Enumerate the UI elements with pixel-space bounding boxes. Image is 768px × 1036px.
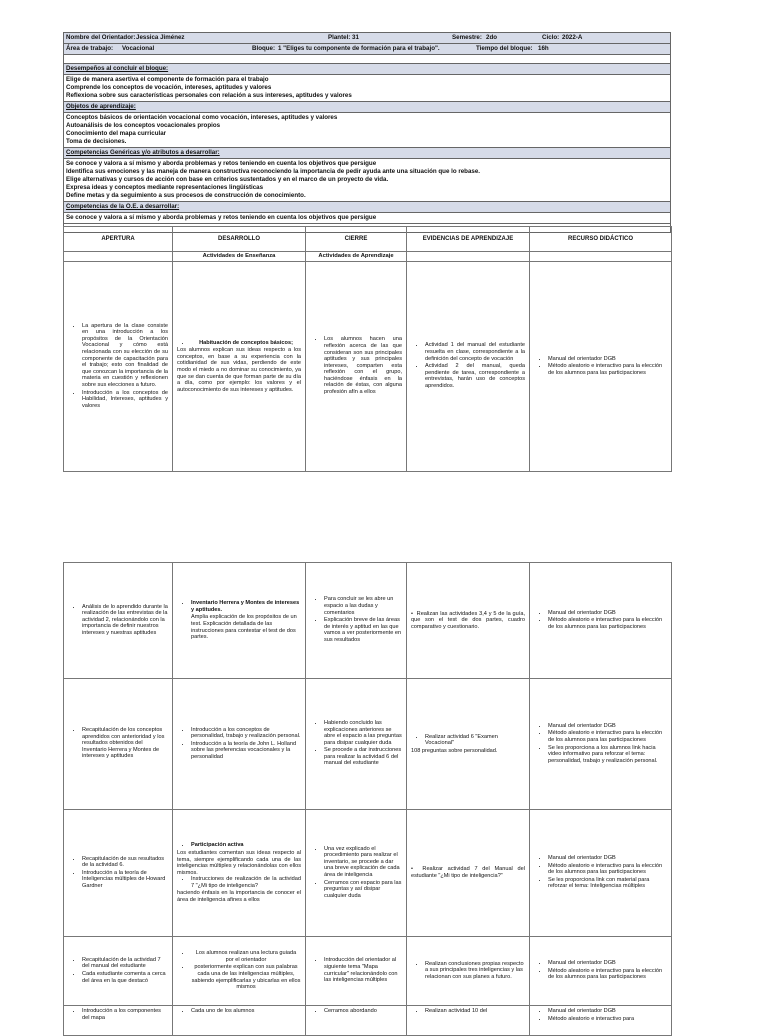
- row2-evidencias-text: Realizan las actividades 3,4 y 5 de la guía, que son el test de dos partes, cuadro comparativo y cuestionario.: [411, 610, 525, 630]
- list-item: • Recapitulación de la actividad 7 del manual del estudiante: [82, 957, 168, 970]
- row5-apertura: [64, 937, 173, 1006]
- row4-desarrollo-text: Los estudiantes comentan sus ideas respecto al tema, siempre ejemplificando cada una de las inteligencias múltiples y relacionándolas con ellos mismos.: [177, 849, 301, 876]
- list-item: • Participación activa: [191, 842, 301, 849]
- row3-evidencias: [407, 679, 530, 810]
- competencias-oe-title: Competencias de la O.E. a desarrollar:: [63, 202, 671, 213]
- list-item: • Actividad 2 del manual, queda pendiente de tarea, correspondiente a entrevistas, harán uso de conceptos aprendidos.: [425, 363, 525, 389]
- row3-desarrollo: [173, 679, 306, 810]
- orientador-value: Jessica Jiménez: [136, 34, 185, 41]
- desempeno-item: Comprende los conceptos de vocación, intereses, aptitudes y valores: [66, 84, 272, 91]
- objetos-title-text: Objetos de aprendizaje:: [66, 103, 136, 110]
- competencia-item: Se conoce y valora a sí mismo y aborda problemas y retos teniendo en cuenta los objetivos que persigue: [66, 160, 377, 167]
- desempenos-list: [63, 75, 671, 102]
- table-row: [64, 563, 672, 679]
- table-header-row: [64, 227, 672, 252]
- row4-desarrollo-after: haciendo énfasis en la importancia de conocer el área de inteligencia afines a ellos: [177, 890, 301, 904]
- list-item: • Cada estudiante comenta a cerca del área en la que destacó: [82, 971, 168, 984]
- competencia-item: Elige alternativas y cursos de acción con base en criterios sustentados y en el marco de un proyecto de vida.: [66, 176, 389, 183]
- list-item: • Habiendo concluido las explicaciones anteriores se abre el espacio a las preguntas para disipar cualquier duda: [324, 720, 402, 746]
- list-item: • Introducción a los conceptos de Habilidad, Intereses, aptitudes y valores: [82, 390, 168, 410]
- subheader-ensenanza: Actividades de Enseñanza: [173, 252, 306, 262]
- list-item: • Inventario Herrera y Montes de intereses y aptitudes.: [191, 600, 301, 613]
- row4-apertura: [64, 810, 173, 937]
- row6-apertura: [64, 1006, 173, 1036]
- header-evidencias: EVIDENCIAS DE APRENDIZAJE: [407, 227, 530, 252]
- list-item: • Método aleatorio e interactivo para la elección de los alumnos para las participaciones: [548, 863, 667, 876]
- row6-cierre: [306, 1006, 407, 1036]
- table-row: [64, 810, 672, 937]
- ciclo-label: Ciclo:: [542, 34, 560, 41]
- list-item: • Cerramos con espacio para las preguntas y así disipar cualquier duda: [324, 880, 402, 900]
- list-item: • Realizan actividad 10 del: [425, 1008, 525, 1015]
- list-item: • Realizan conclusiones propias respecto a sus principales tres inteligencias y las relacionan con sus planes a futuro.: [425, 961, 525, 981]
- bullet: •: [411, 610, 417, 617]
- competencias-list: [63, 159, 671, 202]
- row2-desarrollo-text: Amplia explicación de los propósitos de un test. Explicación detallada de las instrucciones para contestar el test de dos partes.: [191, 614, 297, 641]
- list-item: • Introducción a los componentes del mapa: [82, 1008, 168, 1021]
- area-row: [63, 44, 671, 55]
- row3-cierre: [306, 679, 407, 810]
- list-item: • Manual del orientador DGB: [548, 723, 667, 730]
- header-apertura: APERTURA: [64, 227, 173, 252]
- row6-desarrollo: [173, 1006, 306, 1036]
- row2-recurso: [530, 563, 672, 679]
- list-item: • Método aleatorio e interactivo para: [548, 1016, 667, 1023]
- row2-evidencias: [407, 563, 530, 679]
- desempeno-item: Elige de manera asertiva el componente de formación para el trabajo: [66, 76, 269, 83]
- list-item: • Se les proporciona a los alumnos link hacia video informativo para reforzar el tema: personalidad, trabajo y realización personal.: [548, 745, 667, 765]
- row4-cierre: [306, 810, 407, 937]
- tiempo-value: 16h: [538, 45, 549, 52]
- row1-desarrollo: [173, 262, 306, 472]
- row5-desarrollo: [173, 937, 306, 1006]
- list-item: • posteriormente explican con sus palabras cada una de las inteligencias múltiples, sabiendo ejemplificarlas y ubicarlas en ellos mismos: [191, 964, 301, 990]
- list-item: • Una vez explicado el procedimiento para realizar el inventario, se procede a dar una breve explicación de cada área de inteligencia: [324, 846, 402, 879]
- list-item: • Manual del orientador DGB: [548, 610, 667, 617]
- semestre-value: 2do: [486, 34, 498, 41]
- plantel-value: 31: [352, 34, 359, 41]
- tiempo-label: Tiempo del bloque:: [476, 45, 533, 52]
- list-item: • Para concluir se les abre un espacio a las dudas y comentarios: [324, 596, 402, 616]
- list-item: • Manual del orientador DGB: [548, 1008, 667, 1015]
- list-item: • Manual del orientador DGB: [548, 855, 667, 862]
- list-item: • Manual del orientador DGB: [548, 960, 667, 967]
- row1-apertura: [64, 262, 173, 472]
- list-item: • Método aleatorio e interactivo para la elección de los alumnos para las participaciones: [548, 968, 667, 981]
- row5-cierre: [306, 937, 407, 1006]
- row1-recurso: [530, 262, 672, 472]
- competencia-item: Expresa ideas y conceptos mediante representaciones lingüísticas: [66, 184, 264, 191]
- table-subheader-row: [64, 252, 672, 262]
- list-item: • Recapitulación de los conceptos aprendidos con anterioridad y los resultados obtenidos del Inventario Herrera y Montes de intereses y aptitudes: [82, 727, 168, 760]
- spacer-row: [63, 55, 671, 64]
- list-item: • Manual del orientador DGB: [548, 356, 667, 363]
- list-item: • Método aleatorio e interactivo para la elección de los alumnos para las participaciones: [548, 363, 667, 376]
- list-item: • Realizar actividad 6 "Examen Vocacional": [425, 734, 525, 747]
- list-item: • Explicación breve de las áreas de interés y aptitud en las que vamos a ver posteriormente en sus resultados: [324, 617, 402, 643]
- table-row: [64, 679, 672, 810]
- list-item: • Instrucciones de realización de la actividad 7 "¿Mi tipo de inteligencia?: [191, 876, 301, 889]
- planning-table-bottom: [63, 562, 672, 1036]
- objeto-item: Toma de decisiones.: [66, 138, 127, 145]
- row3-apertura: [64, 679, 173, 810]
- ciclo-value: 2022-A: [562, 34, 583, 41]
- list-item: • Cada uno de los alumnos: [191, 1008, 301, 1015]
- bloque-label: Bloque:: [252, 45, 276, 52]
- list-item: • La apertura de la clase consiste en una introducción a los propósitos de la Orientación Vocacional y cómo está relacionada con su elección de su componente de capacitación para el trabajo; esto con finalidad de que conozcan la importancia de la materia en cuestión y reflexionen sobre sus elecciones a futuro.: [82, 323, 168, 389]
- list-item: • Los alumnos hacen una reflexión acerca de las que consideran son sus principales aptitudes y sus principales intereses, comparten esta reflexión con el grupo, haciéndose énfasis en la relación de éstas, con alguna profesión afín a ellos: [324, 336, 402, 395]
- competencias-oe-list: [63, 213, 671, 224]
- row1-cierre: [306, 262, 407, 472]
- list-item: • Habituación de conceptos básicos;: [191, 340, 301, 347]
- table-row: [64, 1006, 672, 1036]
- list-item: • Cerramos abordando: [324, 1008, 402, 1015]
- subheader-empty: [407, 252, 530, 262]
- orientador-row: [63, 32, 671, 44]
- area-label: Área de trabajo:: [66, 45, 114, 52]
- row4-evidencias-text: Realizar actividad 7 del Manual del estudiante "¿Mi tipo de inteligencia?": [411, 866, 525, 879]
- bullet: •: [411, 866, 423, 873]
- list-item: • Análisis de lo aprendido durante la realización de las entrevistas de la actividad 2, relacionándolo con la importancia de definir nuestros intereses y nuestras aptitudes: [82, 604, 168, 637]
- list-item: • Introducción a la teoría de Inteligencias múltiples de Howard Gardner: [82, 870, 168, 890]
- header-recurso: RECURSO DIDÁCTICO: [530, 227, 672, 252]
- row1-desarrollo-text: Los alumnos explican sus ideas respecto a los conceptos, en base a su experiencia con la cotidianidad de sus vidas, perdiendo de este modo el miedo a no dominar su conocimiento, ya que se dan cuenta de que forman parte de su día a día, como por ejemplo: los valores y el autoconocimiento de sus intereses y aptitudes.: [177, 347, 301, 393]
- plantel-label: Plantel:: [328, 34, 351, 41]
- header-desarrollo: DESARROLLO: [173, 227, 306, 252]
- desempenos-title: Desempeños al concluir el bloque:: [63, 64, 671, 75]
- list-item: • Introducción del orientador al siguiente tema "Mapa curricular" relacionándolo con las inteligencias múltiples: [324, 957, 402, 983]
- objetos-list: [63, 113, 671, 148]
- row5-recurso: [530, 937, 672, 1006]
- objeto-item: Conceptos básicos de orientación vocacional como vocación, intereses, aptitudes y valores: [66, 114, 338, 121]
- list-item: • Recapitulación de sus resultados de la actividad 6.: [82, 856, 168, 869]
- competencia-item: Define metas y da seguimiento a sus procesos de construcción de conocimiento.: [66, 192, 306, 199]
- subheader-aprendizaje: Actividades de Aprendizaje: [306, 252, 407, 262]
- header-cierre: CIERRE: [306, 227, 407, 252]
- row2-desarrollo: [173, 563, 306, 679]
- list-item: • Se procede a dar instrucciones para realizar la actividad 6 del manual del estudiante: [324, 747, 402, 767]
- row4-desarrollo: [173, 810, 306, 937]
- bloque-value: 1 "Eliges tu componente de formación para el trabajo".: [278, 45, 440, 52]
- competencia-item: Identifica sus emociones y las maneja de manera constructiva reconociendo la importancia de pedir ayuda ante una situación que lo rebase.: [66, 168, 481, 175]
- semestre-label: Semestre:: [452, 34, 482, 41]
- objeto-item: Conocimiento del mapa curricular: [66, 130, 167, 137]
- list-item: • Se les proporciona link con material para reforzar el tema: Inteligencias múltiples: [548, 877, 667, 890]
- list-item: • Actividad 1 del manual del estudiante resuelta en clase, correspondiente a la definición del concepto de vocación: [425, 342, 525, 362]
- list-item: • Método aleatorio e interactivo para la elección de los alumnos para las participaciones: [548, 617, 667, 630]
- row4-evidencias: [407, 810, 530, 937]
- desempeno-item: Reflexiona sobre sus características personales con relación a sus intereses, aptitudes y valores: [66, 92, 352, 99]
- table-row: [64, 937, 672, 1006]
- row4-recurso: [530, 810, 672, 937]
- list-item: • Introducción a la teoría de John L. Holland sobre las preferencias vocacionales y la personalidad: [191, 741, 301, 761]
- row2-apertura: [64, 563, 173, 679]
- objetos-title: [63, 102, 671, 113]
- row2-cierre: [306, 563, 407, 679]
- list-item: • Introducción a los conceptos de personalidad, trabajo y realización personal.: [191, 727, 301, 740]
- orientador-label: Nombre del Orientador:: [66, 34, 136, 41]
- row6-recurso: [530, 1006, 672, 1036]
- row3-evidencias-text: 108 preguntas sobre personalidad.: [411, 747, 498, 754]
- row5-evidencias: [407, 937, 530, 1006]
- competencias-title: Competencias Genéricas y/o atributos a desarrollar:: [63, 148, 671, 159]
- objeto-item: Autoanálisis de los conceptos vocacionales propios: [66, 122, 221, 129]
- area-value: Vocacional: [122, 45, 155, 52]
- header-block: [63, 32, 671, 233]
- planning-table-top: [63, 226, 672, 472]
- list-item: • Los alumnos realizan una lectura guiada por el orientador: [191, 950, 301, 963]
- table-row: [64, 262, 672, 472]
- list-item: • Método aleatorio e interactivo para la elección de los alumnos para las participaciones: [548, 730, 667, 743]
- subheader-empty: [64, 252, 173, 262]
- row3-recurso: [530, 679, 672, 810]
- competencia-oe-item: Se conoce y valora a sí mismo y aborda problemas y retos teniendo en cuenta los objetivos que persigue: [66, 214, 377, 221]
- row1-evidencias: [407, 262, 530, 472]
- row6-evidencias: [407, 1006, 530, 1036]
- subheader-empty: [530, 252, 672, 262]
